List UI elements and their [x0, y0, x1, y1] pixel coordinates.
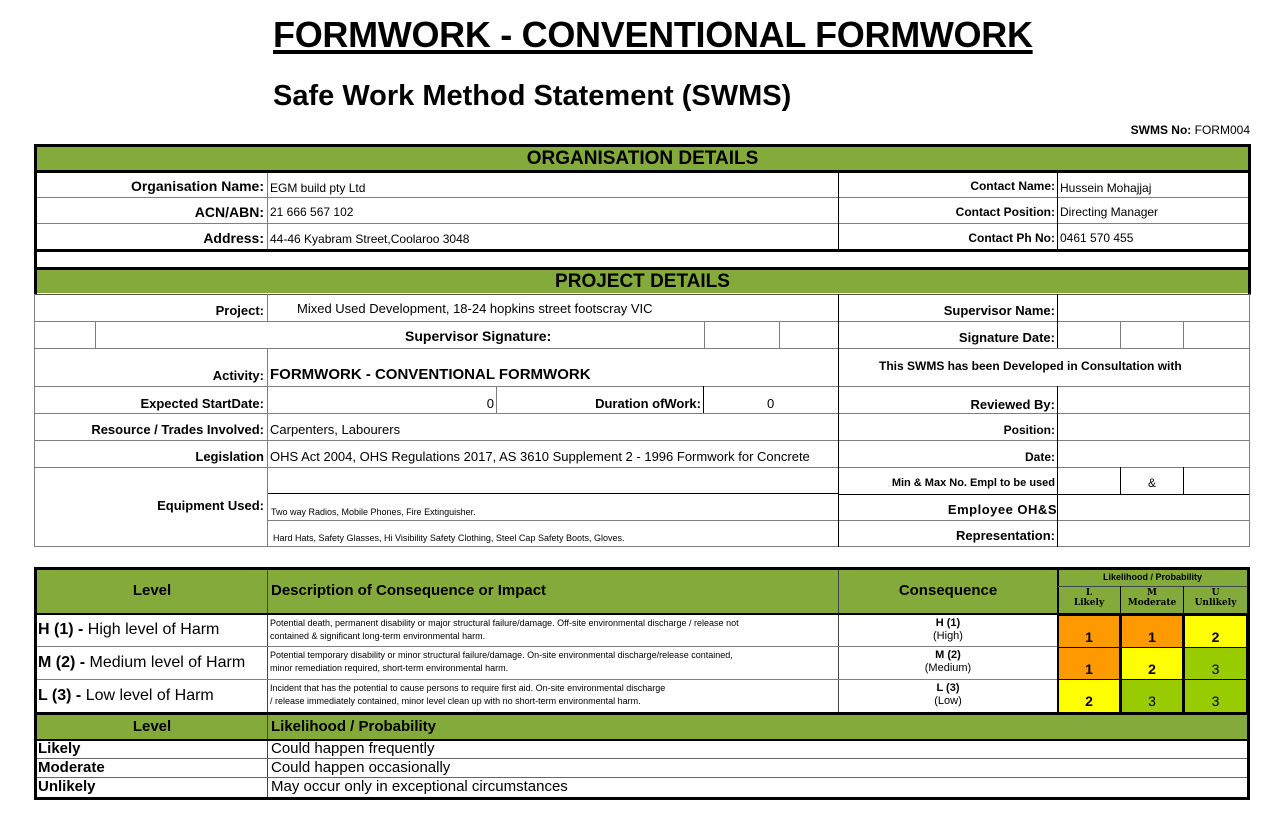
divider	[267, 173, 268, 249]
likelihood-col-level: Level	[132, 718, 172, 735]
description-line: / release immediately contained, minor level clean up with no short-term environmental harm.	[270, 696, 641, 706]
divider	[267, 570, 268, 713]
description-line: Potential death, permanent disability or major structural failure/damage. Off-site environmental discharge / release not	[270, 618, 739, 628]
contact-name-label: Contact Name:	[970, 179, 1055, 193]
organisation-name-value[interactable]: EGM build pty Ltd	[270, 181, 366, 195]
contact-name-value[interactable]: Hussein Mohajjaj	[1060, 181, 1152, 195]
risk-row-high-description	[270, 617, 739, 643]
divider	[37, 739, 1247, 741]
signature-date-month-field[interactable]	[1121, 322, 1183, 348]
position-field[interactable]	[1058, 414, 1249, 440]
trades-label: Resource / Trades Involved:	[91, 422, 264, 437]
risk-col-description: Description of Consequence or Impact	[271, 582, 547, 599]
matrix-cell-high-moderate: 1	[1122, 616, 1182, 647]
description-line: Incident that has the potential to cause persons to require first aid. On-site environmental discharge	[270, 683, 666, 693]
divider	[37, 223, 1248, 224]
organisation-name-label: Organisation Name:	[130, 178, 264, 194]
activity-label: Activity:	[212, 368, 264, 383]
equipment-value-1[interactable]: Two way Radios, Mobile Phones, Fire Extinguisher.	[271, 507, 476, 517]
divider	[838, 294, 839, 547]
min-employees-field[interactable]	[1058, 468, 1120, 494]
position-label: Position:	[1003, 423, 1055, 437]
divider	[703, 386, 704, 413]
address-value[interactable]: 44-46 Kyabram Street,Coolaroo 3048	[270, 232, 470, 246]
risk-row-low-consequence	[839, 682, 1057, 708]
swms-number-value: FORM004	[1194, 123, 1250, 137]
border	[34, 294, 35, 547]
level-text: High level of Harm	[83, 621, 220, 638]
equipment-label: Equipment Used:	[157, 498, 264, 513]
signature-date-day-field[interactable]	[1058, 322, 1120, 348]
divider	[37, 758, 1247, 759]
divider	[496, 386, 497, 413]
divider	[267, 348, 268, 547]
likelihood-col-unlikely	[1184, 588, 1247, 608]
project-header-title: PROJECT DETAILS	[555, 271, 730, 292]
likelihood-col-description: Likelihood / Probability	[271, 718, 437, 735]
signature-date-year-field[interactable]	[1184, 322, 1249, 348]
risk-row-high-level	[38, 621, 219, 639]
divider	[267, 294, 268, 321]
likelihood-col-moderate	[1121, 588, 1183, 608]
divider	[838, 173, 839, 249]
likelihood-desc-moderate: Could happen occasionally	[271, 759, 451, 776]
border	[1248, 252, 1251, 295]
min-max-separator: &	[1148, 476, 1157, 490]
start-date-label: Expected StartDate:	[140, 396, 264, 411]
duration-label: Duration ofWork:	[595, 396, 701, 411]
likelihood-code: L	[1085, 588, 1093, 598]
contact-position-label: Contact Position:	[955, 205, 1055, 219]
divider	[34, 170, 1251, 173]
project-header	[37, 270, 1248, 293]
consequence-code: H (1)	[935, 617, 961, 629]
matrix-cell-high-unlikely: 2	[1185, 616, 1246, 647]
consequence-code: L (3)	[936, 682, 960, 694]
divider	[37, 646, 1057, 647]
level-text: Low level of Harm	[81, 687, 214, 704]
organisation-header	[37, 147, 1248, 170]
reviewed-by-field[interactable]	[1058, 387, 1249, 413]
supervisor-signature-label: Supervisor Signature:	[405, 328, 552, 344]
divider	[779, 321, 780, 348]
representation-label: Representation:	[956, 528, 1055, 543]
description-line: Potential temporary disability or minor structural failure/damage. On-site environmental discharge/release contained,	[270, 650, 733, 660]
matrix-cell-medium-likely: 1	[1059, 648, 1119, 679]
consequence-text: (Low)	[934, 695, 962, 707]
divider	[1057, 173, 1058, 249]
min-max-employees-label: Min & Max No. Empl to be used	[891, 477, 1055, 489]
supervisor-name-field[interactable]	[1058, 295, 1249, 321]
reviewed-by-label: Reviewed By:	[970, 397, 1055, 412]
document-title: FORMWORK - CONVENTIONAL FORMWORK	[273, 14, 1033, 55]
border	[1249, 294, 1250, 547]
supervisor-signature-field[interactable]	[705, 322, 779, 348]
consultation-text: This SWMS has been Developed in Consultation with	[879, 359, 1182, 373]
risk-row-medium-consequence	[839, 649, 1057, 675]
risk-col-consequence: Consequence	[898, 582, 998, 599]
likelihood-name: Unlikely	[1194, 598, 1237, 608]
matrix-cell-low-moderate: 3	[1122, 680, 1182, 712]
equipment-value-2[interactable]: Hard Hats, Safety Glasses, Hi Visibility Safety Clothing, Steel Cap Safety Boots, Gloves.	[273, 533, 625, 543]
document-subtitle: Safe Work Method Statement (SWMS)	[273, 80, 792, 112]
contact-phone-value[interactable]: 0461 570 455	[1060, 231, 1134, 245]
likelihood-name: Likely	[1073, 598, 1105, 608]
likelihood-name: Moderate	[1127, 598, 1177, 608]
employee-ohs-label: Employee OH&S	[947, 502, 1057, 517]
border	[34, 546, 1250, 547]
risk-col-likelihood: Likelihood / Probability	[1102, 572, 1202, 582]
activity-value[interactable]: FORMWORK - CONVENTIONAL FORMWORK	[270, 366, 591, 383]
likelihood-code: U	[1211, 588, 1220, 598]
likelihood-code: M	[1147, 588, 1157, 598]
description-line: contained & significant long-term environmental harm.	[270, 631, 486, 641]
max-employees-field[interactable]	[1184, 468, 1249, 494]
risk-col-level: Level	[132, 582, 172, 599]
contact-phone-label: Contact Ph No:	[968, 231, 1055, 245]
employee-ohs-representative-field[interactable]	[1058, 495, 1249, 546]
description-line: minor remediation required, short-term environmental harm.	[270, 663, 509, 673]
consequence-code: M (2)	[935, 649, 961, 661]
likelihood-level-unlikely: Unlikely	[38, 778, 96, 795]
risk-row-medium-description	[270, 649, 733, 675]
level-code: M (2) -	[38, 654, 86, 671]
divider	[267, 715, 268, 797]
matrix-cell-medium-moderate: 2	[1122, 648, 1182, 679]
likelihood-level-moderate: Moderate	[38, 759, 105, 776]
likelihood-col-likely	[1058, 588, 1120, 608]
risk-row-medium-level	[38, 654, 245, 672]
acn-abn-label: ACN/ABN:	[194, 204, 264, 220]
start-date-value[interactable]: 0	[486, 396, 494, 411]
legislation-value[interactable]: OHS Act 2004, OHS Regulations 2017, AS 3610 Supplement 2 - 1996 Formwork for Concrete	[270, 449, 810, 464]
level-code: H (1) -	[38, 621, 84, 638]
divider	[37, 777, 1247, 778]
matrix-cell-low-unlikely: 3	[1185, 680, 1246, 712]
acn-abn-value[interactable]: 21 666 567 102	[270, 205, 354, 219]
consequence-text: (Medium)	[924, 662, 972, 674]
supervisor-name-label: Supervisor Name:	[943, 303, 1055, 318]
consequence-text: (High)	[933, 630, 963, 642]
matrix-cell-high-likely: 1	[1059, 616, 1119, 647]
contact-position-value[interactable]: Directing Manager	[1060, 205, 1159, 219]
likelihood-desc-likely: Could happen frequently	[271, 740, 435, 757]
likelihood-desc-unlikely: May occur only in exceptional circumstances	[271, 778, 568, 795]
risk-row-low-description	[270, 682, 665, 708]
address-label: Address:	[203, 230, 264, 246]
swms-number	[1131, 123, 1250, 137]
project-value[interactable]: Mixed Used Development, 18-24 hopkins street footscray VIC	[297, 301, 653, 316]
divider	[34, 348, 1250, 349]
divider	[267, 493, 838, 494]
project-label: Project:	[215, 303, 264, 318]
divider	[34, 249, 1251, 252]
divider	[95, 321, 96, 348]
trades-value[interactable]: Carpenters, Labourers	[270, 422, 401, 437]
level-text: Medium level of Harm	[85, 654, 246, 671]
legislation-label: Legislation	[195, 449, 264, 464]
divider	[1058, 586, 1247, 587]
likelihood-level-likely: Likely	[38, 740, 81, 757]
matrix-cell-low-likely: 2	[1059, 680, 1119, 712]
organisation-header-title: ORGANISATION DETAILS	[526, 148, 759, 169]
risk-row-high-consequence	[839, 617, 1057, 643]
divider	[1120, 467, 1121, 494]
date-label: Date:	[1024, 450, 1055, 464]
risk-row-low-level	[38, 687, 214, 705]
divider	[37, 197, 1248, 198]
duration-value[interactable]: 0	[767, 396, 775, 411]
level-code: L (3) -	[38, 687, 82, 704]
signature-date-label: Signature Date:	[958, 330, 1055, 345]
matrix-cell-medium-unlikely: 3	[1185, 648, 1246, 679]
divider	[37, 679, 1057, 680]
date-field[interactable]	[1058, 441, 1249, 467]
swms-number-label: SWMS No:	[1130, 123, 1192, 137]
